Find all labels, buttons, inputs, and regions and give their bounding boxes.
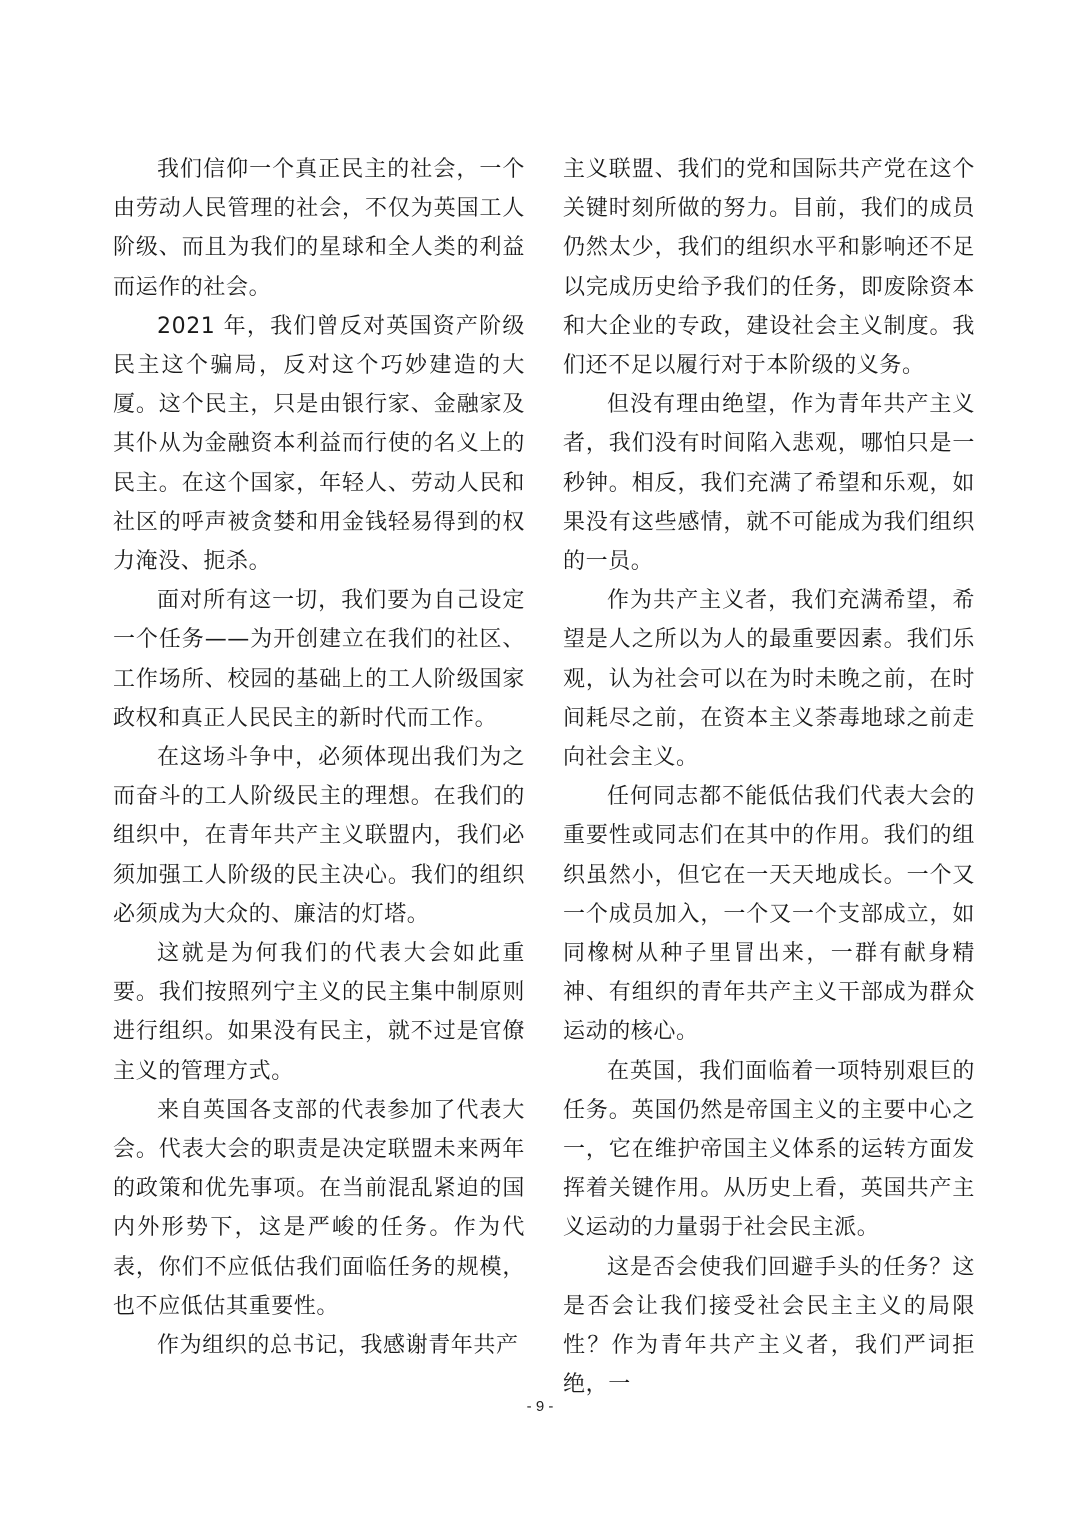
right-text-column bbox=[563, 150, 975, 1405]
left-text-column bbox=[113, 150, 525, 1365]
paragraph: 但没有理由绝望，作为青年共产主义者，我们没有时间陷入悲观，哪怕只是一秒钟。相反，我们充满了希望和乐观，如果没有这些感情，就不可能成为我们组织的一员。 bbox=[563, 392, 975, 575]
paragraph: 作为共产主义者，我们充满希望，希望是人之所以为人的最重要因素。我们乐观，认为社会可以在为时未晚之前，在时间耗尽之前，在资本主义荼毒地球之前走向社会主义。 bbox=[563, 588, 975, 771]
paragraph: 这就是为何我们的代表大会如此重要。我们按照列宁主义的民主集中制原则进行组织。如果没有民主，就不过是官僚主义的管理方式。 bbox=[113, 941, 525, 1084]
continued-paragraph: 主义联盟、我们的党和国际共产党在这个关键时刻所做的努力。目前，我们的成员仍然太少，我们的组织水平和影响还不足以完成历史给予我们的任务，即废除资本和大企业的专政，建设社会主义制度。我们还不足以履行对于本阶级的义务。 bbox=[563, 157, 975, 379]
paragraph: 这是否会使我们回避手头的任务？这是否会让我们接受社会民主主义的局限性？作为青年共产主义者，我们严词拒绝，一 bbox=[563, 1254, 975, 1398]
paragraph: 在这场斗争中，必须体现出我们为之而奋斗的工人阶级民主的理想。在我们的组织中，在青年共产主义联盟内，我们必须加强工人阶级的民主决心。我们的组织必须成为大众的、廉洁的灯塔。 bbox=[113, 745, 525, 927]
paragraph: 来自英国各支部的代表参加了代表大会。代表大会的职责是决定联盟未来两年的政策和优先事项。在当前混乱紧迫的国内外形势下，这是严峻的任务。作为代表，你们不应低估我们面临任务的规模，也不应低估其重要性。 bbox=[113, 1097, 525, 1319]
paragraph: 任何同志都不能低估我们代表大会的重要性或同志们在其中的作用。我们的组织虽然小，但它在一天天地成长。一个又一个成员加入，一个又一个支部成立，如同橡树从种子里冒出来，一群有献身精神、有组织的青年共产主义干部成为群众运动的核心。 bbox=[563, 784, 975, 1045]
paragraph: 我们信仰一个真正民主的社会，一个由劳动人民管理的社会，不仅为英国工人阶级、而且为我们的星球和全人类的利益而运作的社会。 bbox=[113, 157, 525, 300]
page-number: - 9 - bbox=[526, 1398, 554, 1415]
paragraph: 作为组织的总书记，我感谢青年共产 bbox=[157, 1333, 519, 1359]
paragraph: 在英国，我们面临着一项特别艰巨的任务。英国仍然是帝国主义的主要中心之一，它在维护帝国主义体系的运转方面发挥着关键作用。从历史上看，英国共产主义运动的力量弱于社会民主派。 bbox=[563, 1058, 975, 1241]
paragraph: 面对所有这一切，我们要为自己设定一个任务——为开创建立在我们的社区、工作场所、校园的基础上的工人阶级国家政权和真正人民民主的新时代而工作。 bbox=[113, 588, 525, 731]
paragraph: 2021 年，我们曾反对英国资产阶级民主这个骗局，反对这个巧妙建造的大厦。这个民主，只是由银行家、金融家及其仆从为金融资本利益而行使的名义上的民主。在这个国家，年轻人、劳动人民和社区的呼声被贪婪和用金钱轻易得到的权力淹没、扼杀。 bbox=[113, 313, 525, 575]
